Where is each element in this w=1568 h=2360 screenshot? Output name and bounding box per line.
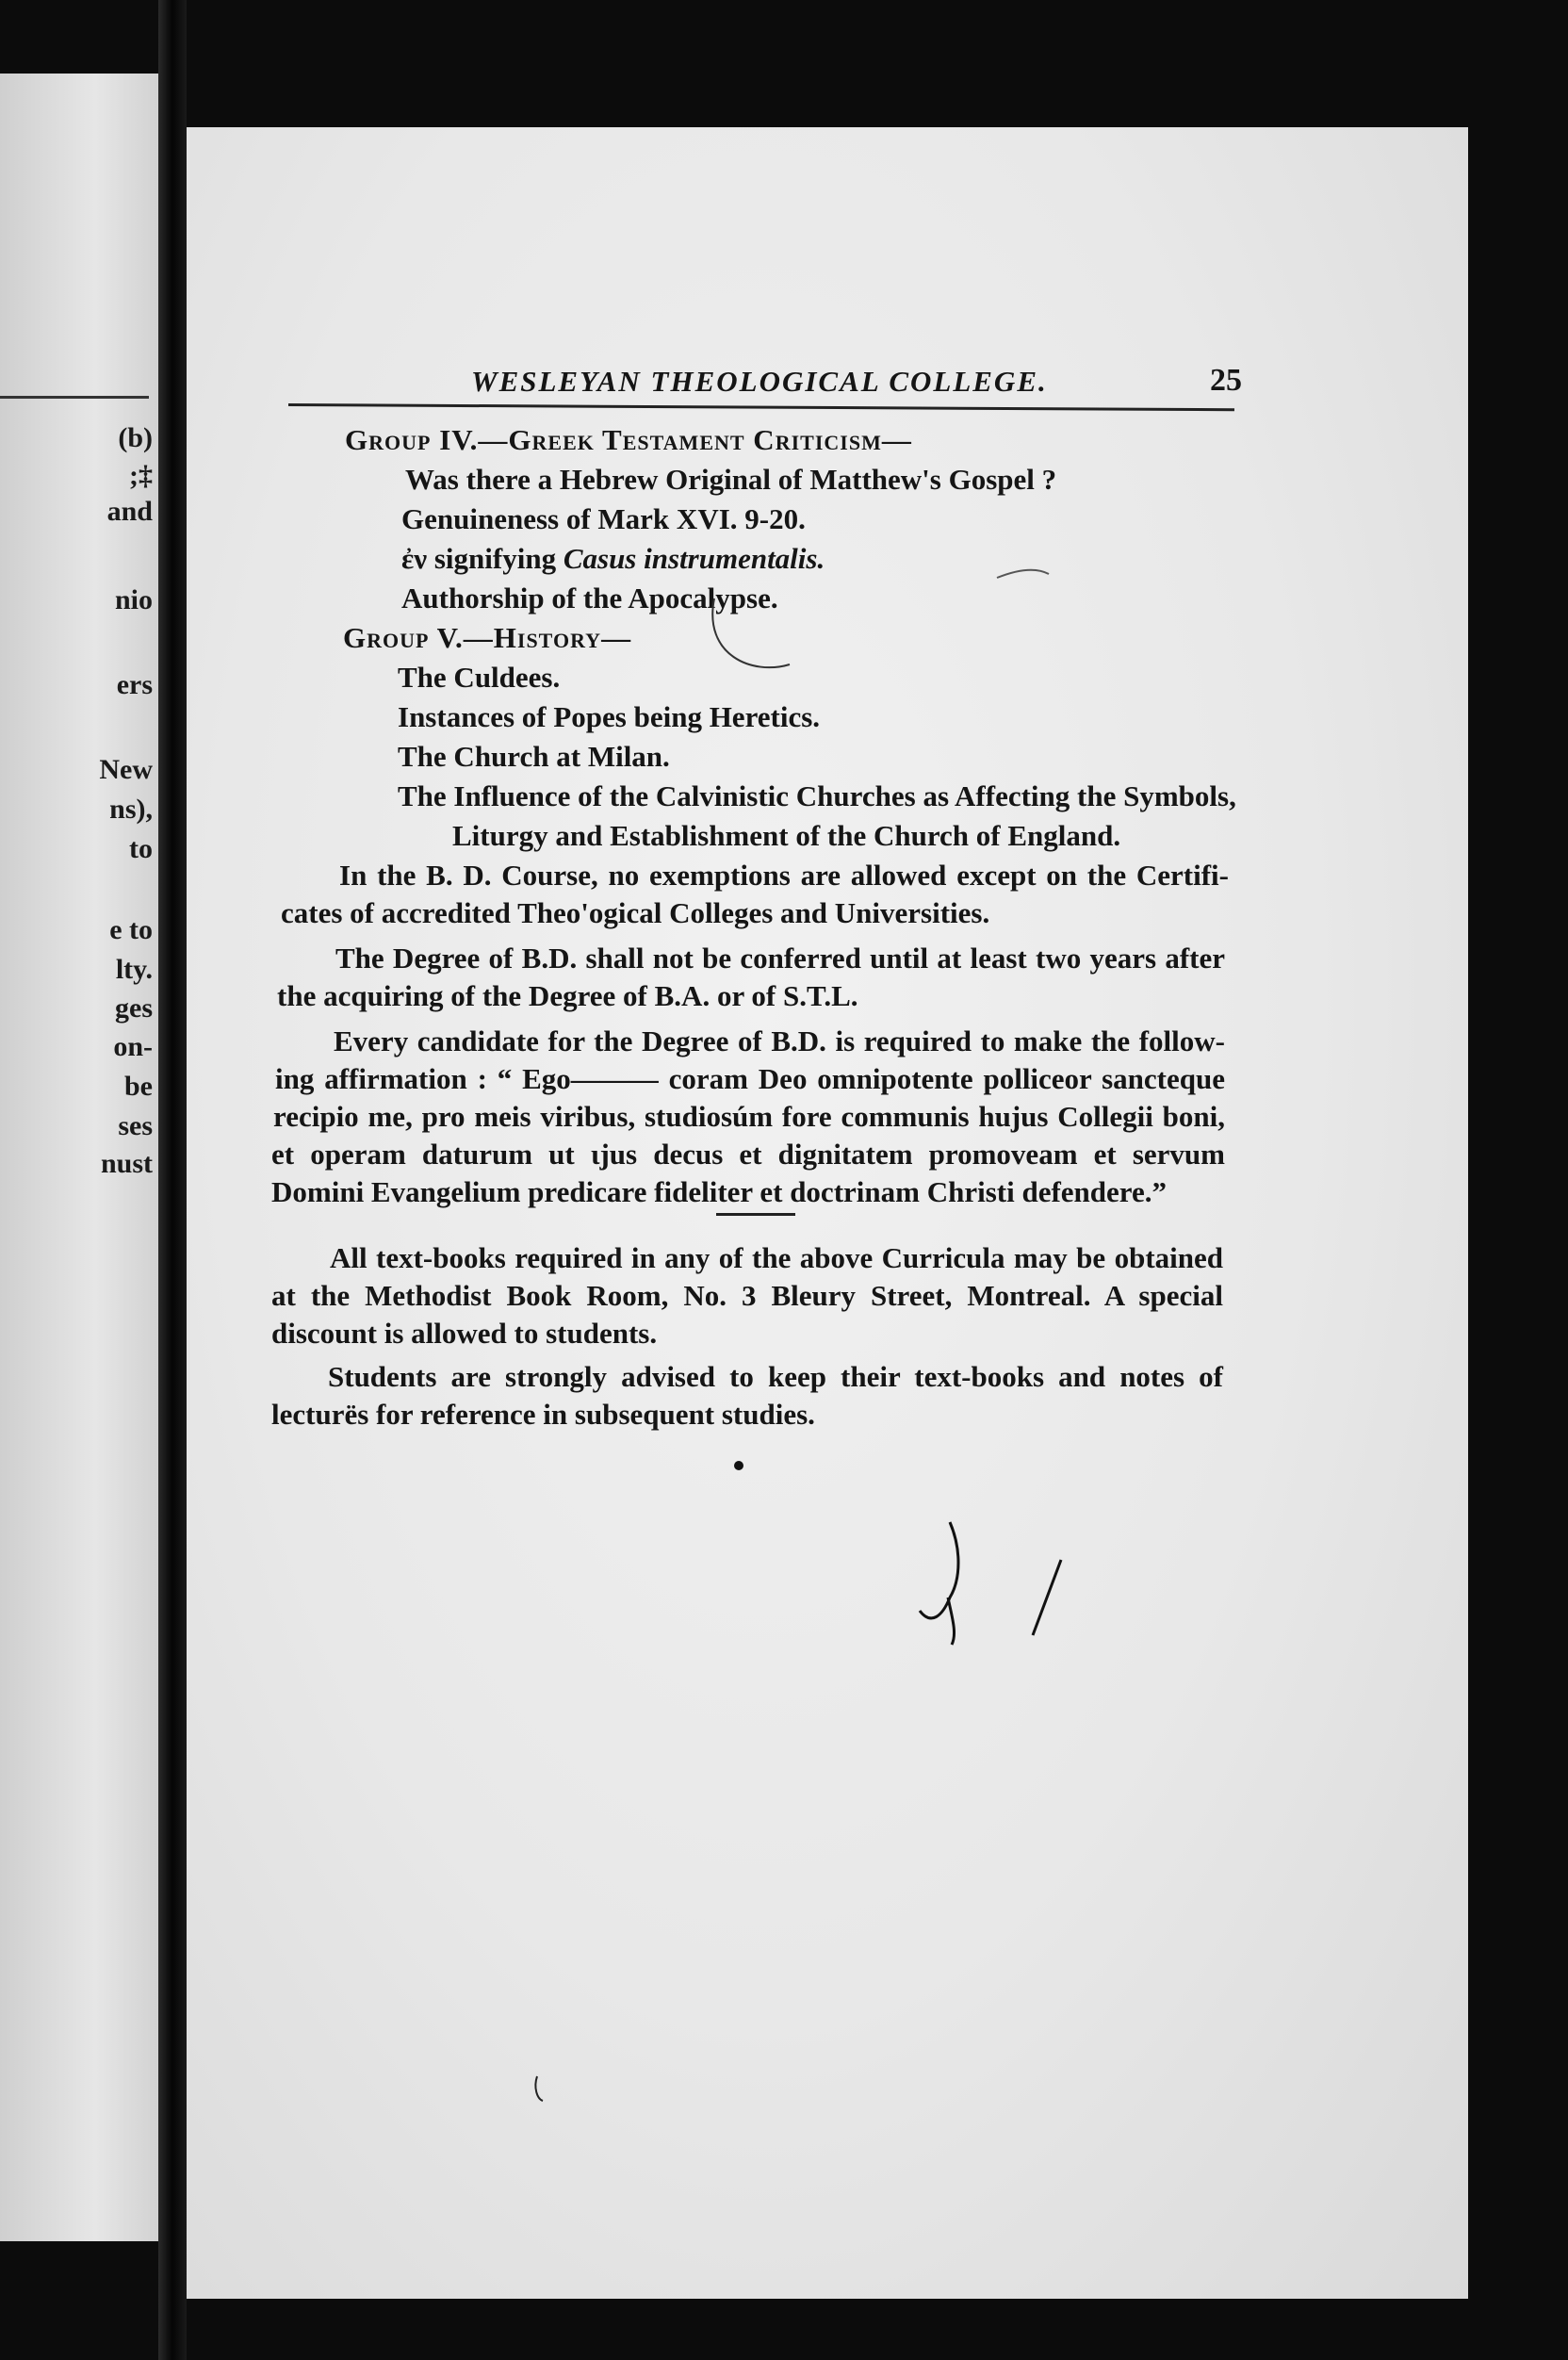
degree-line: The Degree of B.D. shall not be conferred until at least two years after bbox=[335, 942, 1225, 975]
document-page bbox=[187, 127, 1468, 2299]
running-title: WESLEYAN THEOLOGICAL COLLEGE. bbox=[471, 365, 1048, 398]
left-page-fragment: ges bbox=[115, 992, 153, 1024]
left-page-fragment: e to bbox=[109, 914, 153, 945]
page-number: 25 bbox=[1210, 363, 1242, 398]
group-v-item: The Influence of the Calvinistic Churches as Affecting the Symbols, bbox=[398, 779, 1236, 812]
left-page-fragment: to bbox=[129, 833, 153, 864]
group-iv-item: Was there a Hebrew Original of Matthew's Gospel ? bbox=[405, 463, 1057, 496]
exemptions-line: In the B. D. Course, no exemptions are allowed except on the Certifi- bbox=[339, 859, 1229, 892]
left-page-fragment: ses bbox=[118, 1110, 153, 1141]
pencil-marks bbox=[187, 127, 1468, 2299]
left-page-rule bbox=[0, 396, 149, 399]
group-v-item: Instances of Popes being Heretics. bbox=[398, 700, 821, 733]
textbooks-line: All text-books required in any of the above Curricula may be obtained bbox=[330, 1241, 1223, 1274]
signifying-text: signifying bbox=[427, 542, 564, 575]
group-v-item: The Culdees. bbox=[398, 661, 561, 694]
left-page-fragment: and bbox=[106, 496, 153, 527]
advice-line: Students are strongly advised to keep their text-books and notes of bbox=[328, 1360, 1223, 1393]
book-gutter bbox=[158, 0, 187, 2360]
affirmation-line: Domini Evangelium predicare fideliter et doctrinam Christi defendere.” bbox=[271, 1175, 1167, 1208]
group-v-heading: Group V.—History— bbox=[343, 621, 632, 654]
advice-line: lecturës for reference in subsequent studies. bbox=[271, 1398, 815, 1431]
left-page-fragment: (b) bbox=[118, 422, 153, 453]
group-iv-heading: Group IV.—Greek Testament Criticism— bbox=[345, 423, 912, 456]
affirmation-line: et operam daturum ut ɩjus decus et dignitatem promoveam et servum bbox=[271, 1138, 1225, 1171]
affirmation-line: Every candidate for the Degree of B.D. is required to make the follow- bbox=[334, 1024, 1225, 1057]
left-page-fragment: ;‡ bbox=[129, 460, 153, 491]
left-page-fragment: ns), bbox=[109, 794, 153, 825]
degree-line: the acquiring of the Degree of B.A. or of S.T.L. bbox=[277, 979, 858, 1012]
left-page-fragment: New bbox=[99, 754, 153, 785]
left-page-fragment: nio bbox=[114, 584, 153, 615]
textbooks-line: discount is allowed to students. bbox=[271, 1317, 658, 1350]
group-v-item: The Church at Milan. bbox=[398, 740, 670, 773]
left-page-fragment: nust bbox=[100, 1148, 153, 1179]
previous-page-edge bbox=[0, 74, 158, 2241]
casus-instrumentalis: Casus instrumentalis. bbox=[563, 542, 825, 575]
exemptions-line: cates of accredited Theo'ogical Colleges and Universities. bbox=[281, 896, 990, 929]
affirmation-line: recipio me, pro meis viribus, studiosúm fore communis hujus Collegii boni, bbox=[273, 1100, 1225, 1133]
left-page-fragment: ers bbox=[116, 669, 153, 700]
affirmation-line: ing affirmation : “ Ego——— coram Deo omnipotente polliceor sancteque bbox=[275, 1062, 1225, 1095]
left-page-fragment: on- bbox=[113, 1031, 153, 1062]
group-iv-item: Genuineness of Mark XVI. 9-20. bbox=[401, 502, 806, 535]
left-page-fragment: lty. bbox=[115, 954, 153, 985]
textbooks-line: at the Methodist Book Room, No. 3 Bleury Street, Montreal. A special bbox=[271, 1279, 1223, 1312]
group-iv-item: Authorship of the Apocalypse. bbox=[401, 582, 778, 615]
greek-en-word: ἐν bbox=[401, 542, 428, 575]
group-v-item-continued: Liturgy and Establishment of the Church of England. bbox=[452, 819, 1121, 852]
left-page-fragment: be bbox=[124, 1071, 153, 1102]
